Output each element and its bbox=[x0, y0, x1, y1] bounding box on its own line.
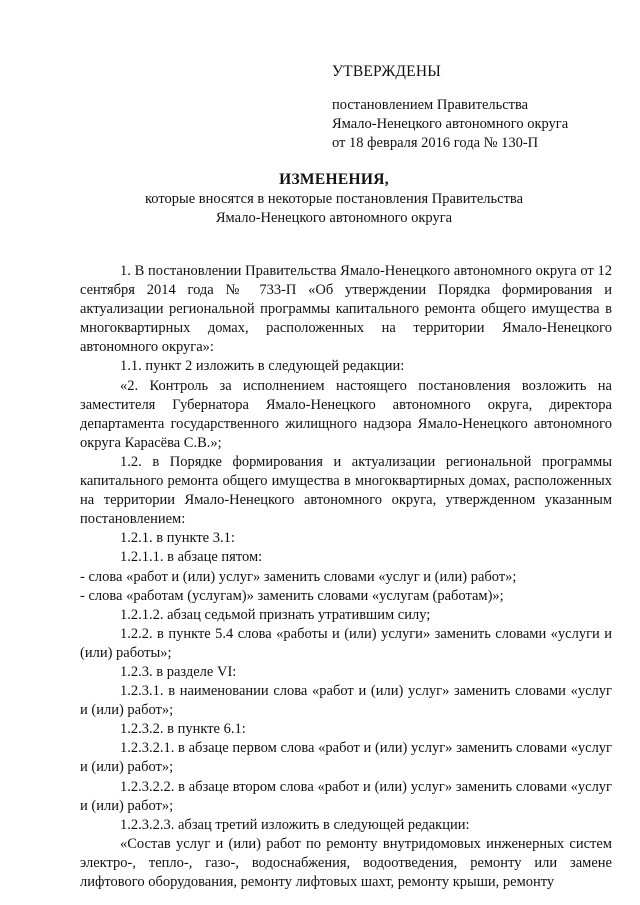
document-subtitle-line-2: Ямало-Ненецкого автономного округа bbox=[215, 210, 453, 226]
approval-line-2: Ямало-Ненецкого автономного округа bbox=[332, 116, 569, 132]
paragraph-1-2-1: 1.2.1. в пункте 3.1: bbox=[120, 530, 235, 547]
paragraph-dash-2: - слова «работам (услугам)» заменить словами «услугам (работам)»; bbox=[80, 587, 504, 604]
paragraph-1-1: 1.1. пункт 2 изложить в следующей редакции: bbox=[120, 358, 405, 375]
paragraph-1-2-3-1: 1.2.3.1. в наименовании слова «работ и (или) услуг» заменить словами «услуг и (или) работ»; bbox=[80, 683, 612, 719]
approved-heading: УТВЕРЖДЕНЫ bbox=[332, 63, 441, 80]
paragraph-1-2-3-2-3: 1.2.3.2.3. абзац третий изложить в следующей редакции: bbox=[120, 816, 470, 833]
document-title-block bbox=[0, 170, 640, 228]
document-title: ИЗМЕНЕНИЯ, bbox=[279, 171, 389, 188]
paragraph-1-2-1-1: 1.2.1.1. в абзаце пятом: bbox=[120, 549, 263, 566]
paragraph-1-2-3-2: 1.2.3.2. в пункте 6.1: bbox=[120, 721, 246, 738]
paragraph-dash-1: - слова «работ и (или) услуг» заменить словами «услуг и (или) работ»; bbox=[80, 568, 517, 585]
approval-line-1: постановлением Правительства bbox=[332, 97, 529, 113]
paragraph-quote-2: «2. Контроль за исполнением настоящего постановления возложить на заместителя Губернатора Ямало-Ненецкого автономного округа, директора департамента государственного жилищного надзора Ямало-Ненецкого автономного округа Карасёва С.В.»; bbox=[80, 377, 612, 451]
document-body bbox=[80, 262, 612, 892]
approval-line-3: от 18 февраля 2016 года № 130-П bbox=[332, 135, 539, 151]
paragraph-1: 1. В постановлении Правительства Ямало-Ненецкого автономного округа от 12 сентября 2014 года № 733-П «Об утверждении Порядка формирования и актуализации региональной программы капитального ремонта общего имущества в многоквартирных домах, расположенных на территории Ямало-Ненецкого автономного округа»: bbox=[80, 263, 612, 356]
approval-block bbox=[332, 62, 622, 153]
paragraph-1-2-3: 1.2.3. в разделе VI: bbox=[120, 663, 237, 680]
paragraph-1-2-3-2-1: 1.2.3.2.1. в абзаце первом слова «работ и (или) услуг» заменить словами «услуг и (или) работ»; bbox=[80, 740, 612, 776]
paragraph-1-2: 1.2. в Порядке формирования и актуализации региональной программы капитального ремонта общего имущества в многоквартирных домах, расположенных на территории Ямало-Ненецкого автономного округа, утвержденном указанным постановлением: bbox=[80, 453, 612, 528]
paragraph-1-2-1-2: 1.2.1.2. абзац седьмой признать утратившим силу; bbox=[120, 606, 431, 623]
paragraph-1-2-2: 1.2.2. в пункте 5.4 слова «работы и (или) услуги» заменить словами «услуги и (или) работы»; bbox=[80, 625, 612, 661]
paragraph-1-2-3-2-2: 1.2.3.2.2. в абзаце втором слова «работ и (или) услуг» заменить словами «услуг и (или) работ»; bbox=[80, 778, 612, 814]
document-subtitle-line-1: которые вносятся в некоторые постановления Правительства bbox=[144, 191, 524, 207]
paragraph-quote-composition: «Состав услуг и (или) работ по ремонту внутридомовых инженерных систем электро-, тепло-, газо-, водоснабжения, водоотведения, ремонту или замене лифтового оборудования, ремонту лифтовых шахт, ремонту крыши, ремонту bbox=[80, 835, 612, 890]
